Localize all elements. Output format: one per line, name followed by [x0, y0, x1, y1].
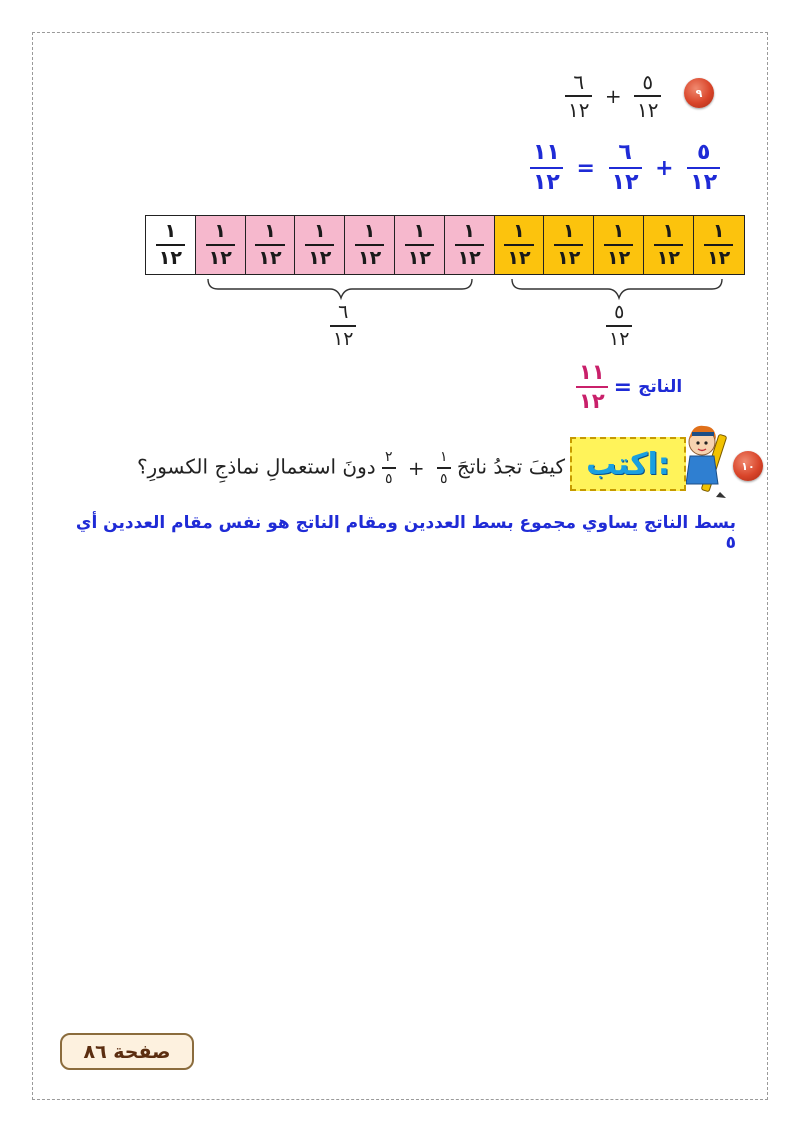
- numerator: ١: [413, 220, 426, 242]
- numerator: ٥: [696, 140, 711, 165]
- denominator: ١٢: [704, 244, 733, 268]
- numerator: ١: [440, 449, 448, 465]
- question-text-end: دونَ استعمالِ نماذجِ الكسورِ؟: [136, 454, 376, 479]
- numerator: ٦: [618, 140, 632, 165]
- numerator: ١: [612, 220, 625, 242]
- denominator: ١٢: [206, 244, 235, 268]
- numerator: ١: [264, 220, 276, 242]
- write-prompt-tag: [570, 437, 686, 491]
- equals-sign: =: [613, 374, 633, 400]
- grouping-braces: [0, 0, 800, 400]
- plus-sign: +: [407, 456, 425, 480]
- denominator: ١٢: [530, 167, 563, 194]
- denominator: ١٢: [604, 244, 633, 268]
- denominator: ١٢: [687, 167, 720, 194]
- write-prompt-label: اكتب:: [586, 446, 670, 482]
- denominator: ١٢: [654, 244, 683, 268]
- numerator: ١: [313, 220, 326, 242]
- numerator: ٦: [338, 301, 349, 323]
- result-fraction: [576, 362, 608, 412]
- pink-brace: [208, 279, 472, 298]
- question-text-start: كيفَ تجدُ ناتجَ: [456, 454, 565, 479]
- numerator: ١: [513, 220, 525, 242]
- denominator: ٥: [437, 467, 451, 486]
- denominator: ١٢: [554, 244, 583, 268]
- denominator: ١٢: [355, 244, 384, 268]
- numerator: ١: [662, 220, 675, 242]
- denominator: ١٢: [565, 95, 592, 120]
- numerator: ٥: [614, 301, 625, 323]
- denominator: ١٢: [606, 325, 632, 349]
- numerator: ١: [463, 220, 475, 242]
- denominator: ١٢: [156, 244, 185, 268]
- exercise-question: [60, 450, 565, 486]
- answer-text: بسط الناتج يساوي مجموع بسط العددين ومقام الناتج هو نفس مقام العددين أي ٥: [75, 513, 736, 553]
- denominator: ١٢: [634, 95, 661, 120]
- numerator: ١: [363, 220, 376, 242]
- denominator: ١٢: [455, 244, 484, 268]
- numerator: ١: [712, 220, 725, 242]
- denominator: ١٢: [504, 244, 533, 268]
- yellow-brace: [512, 279, 722, 298]
- pink-group-label: [330, 303, 356, 349]
- page-number-label: صفحة ٨٦: [60, 1033, 194, 1070]
- numerator: ١١: [533, 140, 560, 165]
- result-line: [576, 362, 682, 412]
- denominator: ١٢: [609, 167, 642, 194]
- exercise-number-badge: ٩: [684, 78, 714, 108]
- denominator: ٥: [382, 467, 396, 486]
- denominator: ١٢: [255, 244, 284, 268]
- denominator: ١٢: [405, 244, 434, 268]
- exercise-number-badge: ١٠: [733, 451, 763, 481]
- result-label: الناتج: [638, 377, 683, 397]
- numerator: ١١: [579, 360, 605, 384]
- denominator: ١٢: [330, 325, 356, 349]
- fraction: [437, 450, 451, 486]
- numerator: ١: [214, 220, 226, 242]
- denominator: ١٢: [305, 244, 334, 268]
- fraction: [382, 450, 396, 486]
- yellow-group-label: [606, 303, 632, 349]
- equals-sign: =: [576, 155, 595, 181]
- plus-sign: +: [655, 155, 674, 181]
- denominator: ١٢: [576, 386, 608, 412]
- numerator: ١: [164, 220, 177, 242]
- numerator: ٥: [642, 70, 654, 94]
- numerator: ٦: [573, 70, 585, 94]
- numerator: ٢: [385, 449, 393, 465]
- plus-sign: +: [604, 84, 622, 108]
- numerator: ١: [562, 220, 575, 242]
- girl-with-pencil-icon: [680, 420, 732, 500]
